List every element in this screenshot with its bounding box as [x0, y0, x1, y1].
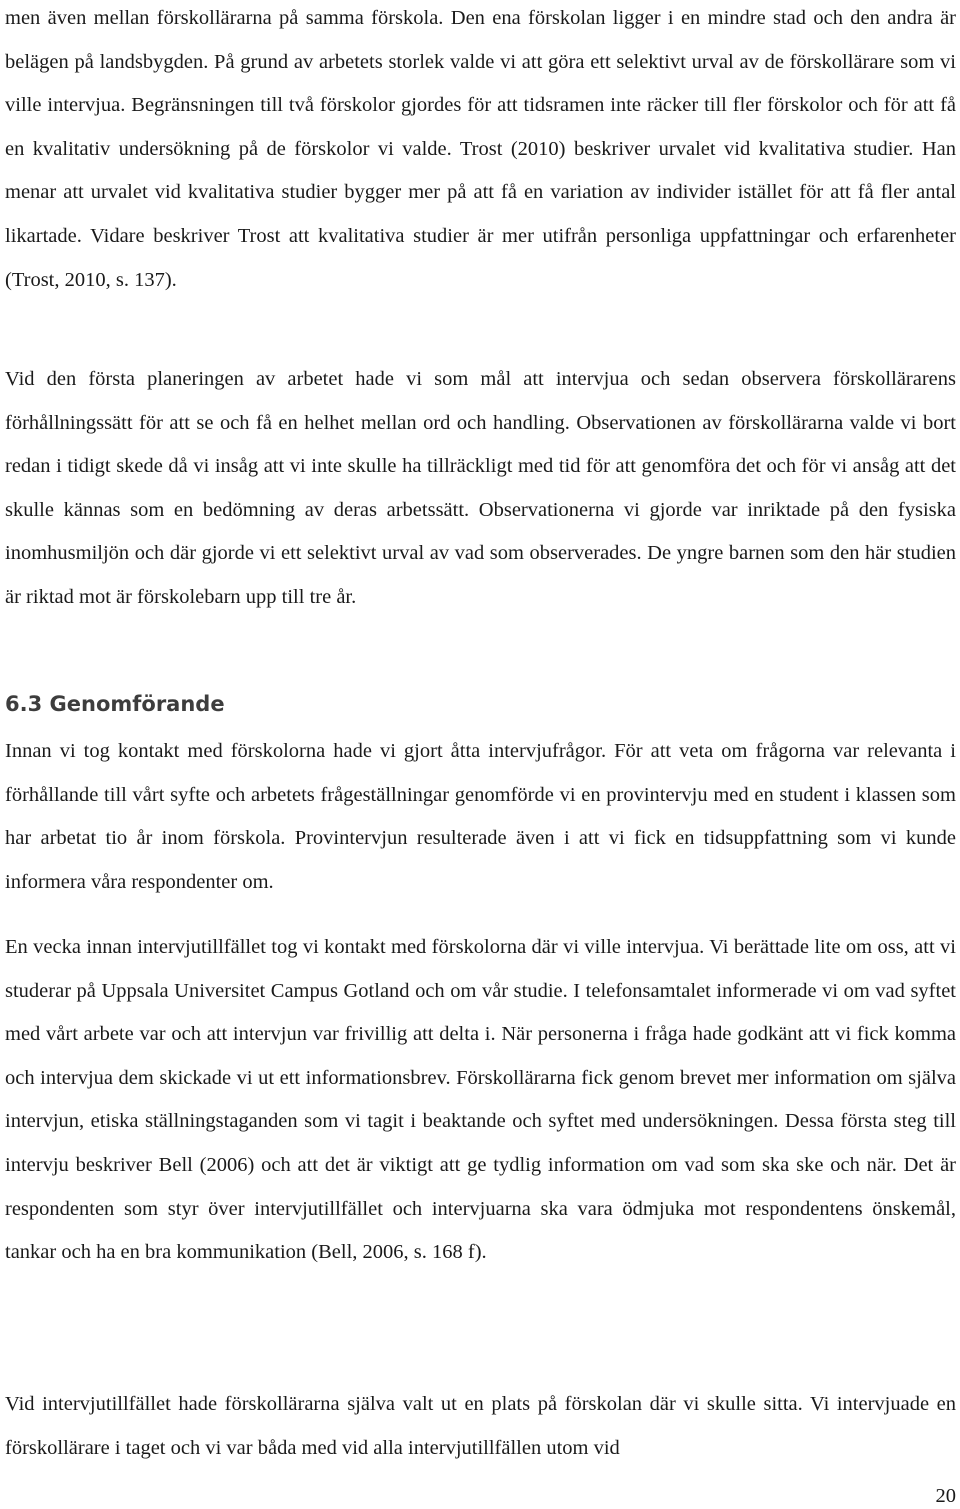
- body-paragraph: men även mellan förskollärarna på samma förskola. Den ena förskolan ligger i en mindre stad och den andra är belägen på landsbygden. På grund av arbetets storlek valde vi att göra ett selektivt urval av de förskollärare som vi ville intervjua. Begränsningen till två förskolor gjordes för att tidsramen inte räcker till fler förskolor och för att få en kvalitativ undersökning på de förskolor vi valde. Trost (2010) beskriver urvalet vid kvalitativa studier. Han menar att urvalet vid kvalitativa studier bygger mer på att få en variation av individer istället för att få fler antal likartade. Vidare beskriver Trost att kvalitativa studier är mer utifrån personliga uppfattningar och erfarenheter (Trost, 2010, s. 137).: [5, 7, 956, 291]
- body-paragraph: En vecka innan intervjutillfället tog vi kontakt med förskolorna där vi ville intervjua. Vi berättade lite om oss, att vi studerar på Uppsala Universitet Campus Gotland och om vår studie. I telefonsamtalet informerade vi om vad syftet med vårt arbete var och att intervjun var frivillig att delta i. När personerna i fråga hade godkänt att vi fick komma och intervjua dem skickade vi ut ett informationsbrev. Förskollärarna fick genom brevet mer information om själva intervjun, etiska ställningstaganden som vi tagit i beaktande och syftet med undersökningen. Dessa första steg till intervju beskriver Bell (2006) och att det är viktigt att ge tydlig information om vad som ska ske och när. Det är respondenten som styr över intervjutillfället och intervjuarna ska vara ödmjuka mot respondentens önskemål, tankar och ha en bra kommunikation (Bell, 2006, s. 168 f).: [5, 936, 956, 1264]
- section-heading: 6.3 Genomförande: [5, 692, 225, 716]
- body-paragraph: Vid den första planeringen av arbetet hade vi som mål att intervjua och sedan observera förskollärarens förhållningssätt för att se och få en helhet mellan ord och handling. Observationen av förskollärarna valde vi bort redan i tidigt skede då vi insåg att vi inte skulle ha tillräckligt med tid för att genomföra det och för vi ansåg att det skulle kännas som en bedömning av deras arbetssätt. Observationerna vi gjorde var inriktade på den fysiska inomhusmiljön och där gjorde vi ett selektivt urval av vad som observerades. De yngre barnen som den här studien är riktad mot är förskolebarn upp till tre år.: [5, 368, 956, 608]
- body-paragraph: Vid intervjutillfället hade förskollärarna själva valt ut en plats på förskolan där vi skulle sitta. Vi intervjuade en förskollärare i taget och vi var båda med vid alla intervjutillfällen utom vid: [5, 1393, 956, 1459]
- document-page: [5, 0, 956, 1509]
- body-paragraph: Innan vi tog kontakt med förskolorna hade vi gjort åtta intervjufrågor. För att veta om frågorna var relevanta i förhållande till vårt syfte och arbetets frågeställningar genomförde vi en provintervju med en student i klassen som har arbetat tio år inom förskola. Provintervjun resulterade även i att vi fick en tidsuppfattning som vi kunde informera våra respondenter om.: [5, 740, 956, 893]
- page-number: 20: [935, 1485, 956, 1507]
